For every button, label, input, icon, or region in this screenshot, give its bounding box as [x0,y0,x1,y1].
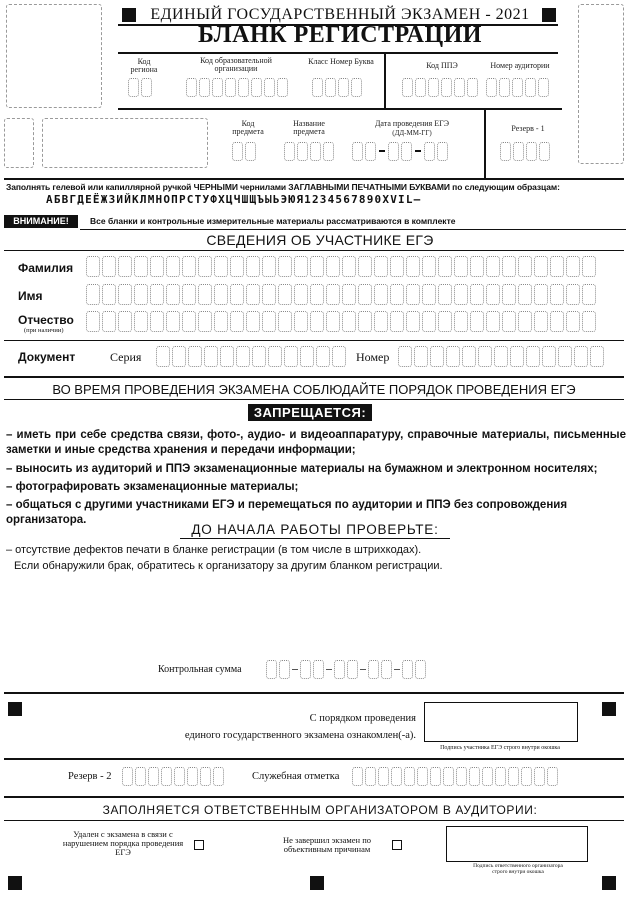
divider [4,178,624,180]
reserve1-cells[interactable] [500,142,550,161]
exam-title: ЕДИНЫЙ ГОСУДАРСТВЕННЫЙ ЭКЗАМЕН - 2021 [150,6,530,23]
alignment-marker [602,876,616,890]
subject-name-cells[interactable] [284,142,334,161]
series-cells[interactable] [156,346,346,367]
participant-signature-box[interactable] [424,702,578,742]
warning-badge: ВНИМАНИЕ! [4,215,78,228]
rules-title: ВО ВРЕМЯ ПРОВЕДЕНИЯ ЭКЗАМЕНА СОБЛЮДАЙТЕ ПОРЯДОК ПРОВЕДЕНИЯ ЕГЭ [52,382,576,397]
check-line-1: – отсутствие дефектов печати в бланке регистрации (в том числе в штрихкодах). [6,544,422,556]
ppe-code-cells[interactable] [402,78,478,97]
check-title: ДО НАЧАЛА РАБОТЫ ПРОВЕРЬТЕ: [180,522,450,539]
divider [4,820,624,821]
alignment-marker [8,702,22,716]
divider [4,340,624,341]
organizer-title: ЗАПОЛНЯЕТСЯ ОТВЕТСТВЕННЫМ ОРГАНИЗАТОРОМ В АУДИТОРИИ: [102,803,538,817]
document-label: Документ [18,350,76,364]
divider [80,229,626,230]
patronymic-cells[interactable] [86,311,596,332]
not-finished-label: Не завершил экзамен по объективным причинам [282,835,372,854]
alignment-marker [310,876,324,890]
name-cells[interactable] [86,284,596,305]
org-code-cells[interactable] [186,78,288,97]
label-room: Номер аудитории [490,61,550,70]
rule-item: – выносить из аудиторий и ППЭ экзаменационные материалы на бумажном и электронном носителях; [6,463,598,475]
number-label: Номер [356,350,390,364]
number-cells[interactable] [398,346,604,367]
organizer-signature-box[interactable] [446,826,588,862]
not-finished-checkbox[interactable] [392,840,402,850]
class-cells[interactable] [312,78,362,97]
label-reserve1: Резерв - 1 [511,124,545,133]
divider [4,376,624,378]
divider [118,108,562,110]
label-subject-code: Код предмета [232,119,264,136]
forbidden-badge: ЗАПРЕЩАЕТСЯ: [248,404,372,421]
barcode-area-left [6,4,102,108]
divider [4,758,624,760]
name-label: Имя [18,289,43,303]
series-label: Серия [110,350,142,364]
checksum-label: Контрольная сумма [158,664,242,675]
label-region: Код региона [130,57,158,74]
label-exam-date: Дата проведения ЕГЭ [374,119,450,128]
checksum-cells[interactable] [266,660,426,679]
alignment-marker [602,702,616,716]
divider [4,250,624,251]
divider [384,52,386,108]
rule-item: – общаться с другими участниками ЕГЭ и перемещаться по аудитории и ППЭ без сопровождения организатора. [6,499,568,526]
divider [4,692,624,694]
warning-text: Все бланки и контрольные измерительные материалы рассматриваются в комплекте [90,216,456,226]
sample-characters: АБВГДЕЁЖЗИЙКЛМНОПРСТУФХЦЧШЩЪЫЬЭЮЯ1234567890XVIL– [46,193,422,206]
label-date-format: (ДД-ММ-ГГ) [392,129,432,137]
subject-code-cells[interactable] [232,142,256,161]
rule-item: – фотографировать экзаменационные материалы; [6,481,299,493]
label-org-code: Код образовательной организации [200,56,272,73]
divider [4,796,624,798]
surname-label: Фамилия [18,261,74,275]
patronymic-label: Отчество [18,313,74,327]
check-line-2: Если обнаружили брак, обратитесь к организатору за другим бланком регистрации. [14,560,443,572]
barcode-area-right [578,4,624,164]
label-ppe-code: Код ППЭ [426,61,458,70]
participant-signature-caption: Подпись участника ЕГЭ строго внутри окошка [440,745,560,751]
acknowledge-line-2: единого государственного экзамена ознакомлен(-а). [184,730,416,741]
rule-item: – иметь при себе средства связи, фото-, аудио- и видеоаппаратуру, справочные материалы, письменные заметки и иные средства хранения и передачи информации; [6,429,626,456]
room-cells[interactable] [486,78,549,97]
label-subject-name: Название предмета [293,119,325,136]
divider [4,399,624,400]
acknowledge-line-1: С порядком проведения [309,713,416,724]
reserve2-cells[interactable] [122,767,224,786]
barcode-area-small [4,118,34,168]
removed-label: Удален с экзамена в связи с нарушением порядка проведения ЕГЭ [62,829,184,857]
exam-date-cells[interactable] [352,142,448,161]
divider [484,108,486,178]
fill-instruction: Заполнять гелевой или капиллярной ручкой ЧЕРНЫМИ чернилами ЗАГЛАВНЫМИ ПЕЧАТНЫМИ БУКВАМИ по следующим образцам: [6,182,560,192]
surname-cells[interactable] [86,256,596,277]
barcode-area-wide [42,118,208,168]
participant-section-title: СВЕДЕНИЯ ОБ УЧАСТНИКЕ ЕГЭ [206,232,434,248]
removed-checkbox[interactable] [194,840,204,850]
region-code-cells[interactable] [128,78,152,97]
service-mark-cells[interactable] [352,767,558,786]
alignment-marker [8,876,22,890]
reserve2-label: Резерв - 2 [68,771,112,782]
organizer-signature-caption: Подпись ответственного организатора строго внутри окошка [473,863,563,875]
label-class: Класс Номер Буква [308,57,374,66]
alignment-marker [122,8,136,22]
divider [118,52,558,54]
patronymic-note: (при наличии) [24,327,64,334]
form-title: БЛАНК РЕГИСТРАЦИИ [198,22,482,48]
service-mark-label: Служебная отметка [252,771,340,782]
alignment-marker [542,8,556,22]
